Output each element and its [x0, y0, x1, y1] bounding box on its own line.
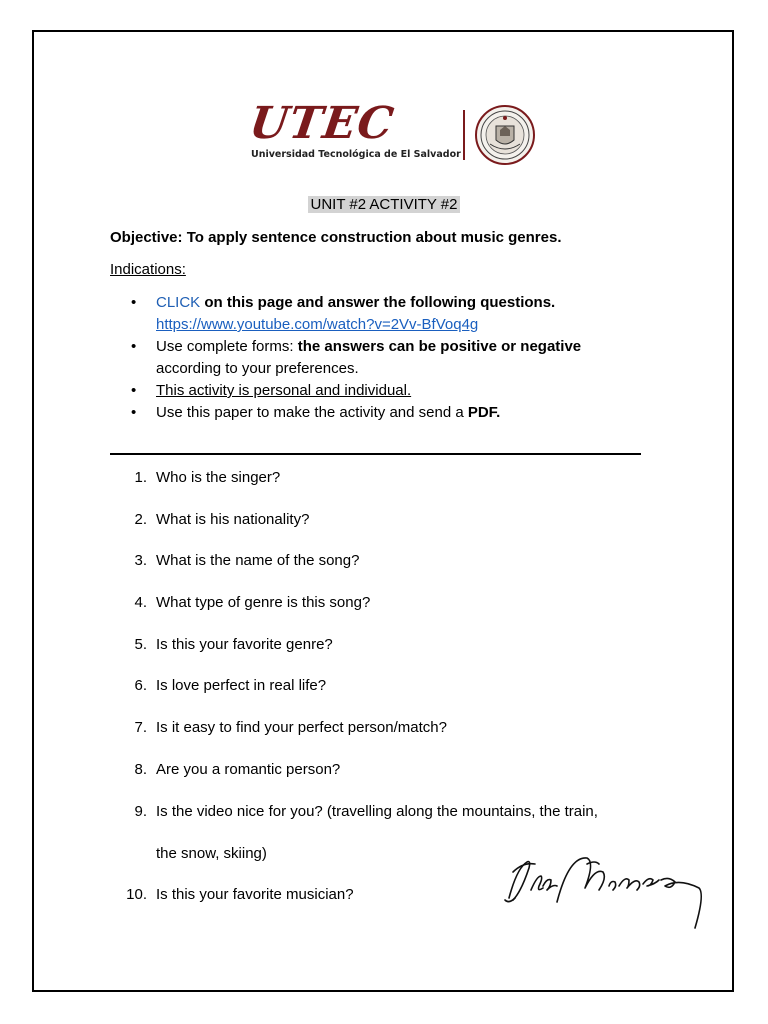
question-number: 9. — [134, 802, 147, 820]
logo-wordmark: UTEC — [246, 98, 398, 149]
click-label: CLICK — [156, 294, 201, 311]
preferences-text: according to your preferences. — [156, 360, 359, 377]
question-number: 2. — [134, 510, 147, 528]
pdf-bold-text: PDF. — [467, 404, 501, 421]
question-text: What is the name of the song? — [156, 552, 360, 570]
question-text: Is love perfect in real life? — [156, 677, 327, 695]
indications-list — [110, 292, 630, 424]
utec-logo — [246, 98, 540, 166]
question-number: 10. — [126, 885, 147, 903]
indications-label: Indications: — [110, 261, 186, 278]
question-item — [110, 759, 670, 801]
question-number: 7. — [134, 719, 147, 737]
list-item — [110, 336, 630, 380]
question-item — [110, 717, 670, 759]
question-number: 4. — [134, 594, 147, 612]
question-number: 3. — [134, 552, 147, 570]
question-item — [110, 550, 670, 592]
question-text: What is his nationality? — [156, 510, 310, 528]
activity-title — [0, 196, 768, 213]
question-number: 5. — [134, 635, 147, 653]
university-seal-icon — [474, 104, 536, 166]
list-item — [110, 292, 630, 336]
question-number: 1. — [134, 469, 147, 486]
question-text: Is this your favorite genre? — [156, 635, 333, 653]
question-text: Are you a romantic person? — [156, 760, 341, 778]
question-text-continuation: the snow, skiing) — [156, 844, 267, 862]
question-item — [110, 467, 670, 509]
handwritten-signature — [495, 850, 720, 940]
question-item — [110, 592, 670, 634]
click-instruction: on this page and answer the following questions. — [200, 294, 556, 311]
logo-subtitle: Universidad Tecnológica de El Salvador — [251, 149, 461, 160]
objective-text: Objective: To apply sentence construction about music genres. — [110, 229, 562, 246]
question-number: 8. — [134, 760, 147, 778]
activity-title-text: UNIT #2 ACTIVITY #2 — [310, 196, 458, 213]
horizontal-rule — [110, 453, 641, 455]
list-item — [110, 380, 630, 402]
logo-divider — [463, 110, 465, 160]
question-item — [110, 509, 670, 551]
list-item — [110, 402, 630, 424]
question-text: Who is the singer? — [156, 469, 281, 486]
personal-activity-text: This activity is personal and individual. — [156, 382, 412, 399]
answers-bold-text: the answers can be positive or negative — [297, 338, 582, 355]
question-text: Is the video nice for you? (travelling along the mountains, the train, — [156, 802, 598, 820]
question-text: What type of genre is this song? — [156, 594, 371, 612]
question-number: 6. — [134, 677, 147, 695]
question-text: Is it easy to find your perfect person/match? — [156, 719, 447, 737]
question-item — [110, 634, 670, 676]
youtube-link[interactable]: https://www.youtube.com/watch?v=2Vv-BfVoq4g — [156, 316, 479, 333]
complete-forms-lead: Use complete forms: — [156, 338, 298, 355]
question-item — [110, 675, 670, 717]
question-text: Is this your favorite musician? — [156, 885, 354, 903]
send-pdf-lead: Use this paper to make the activity and send a — [156, 404, 468, 421]
